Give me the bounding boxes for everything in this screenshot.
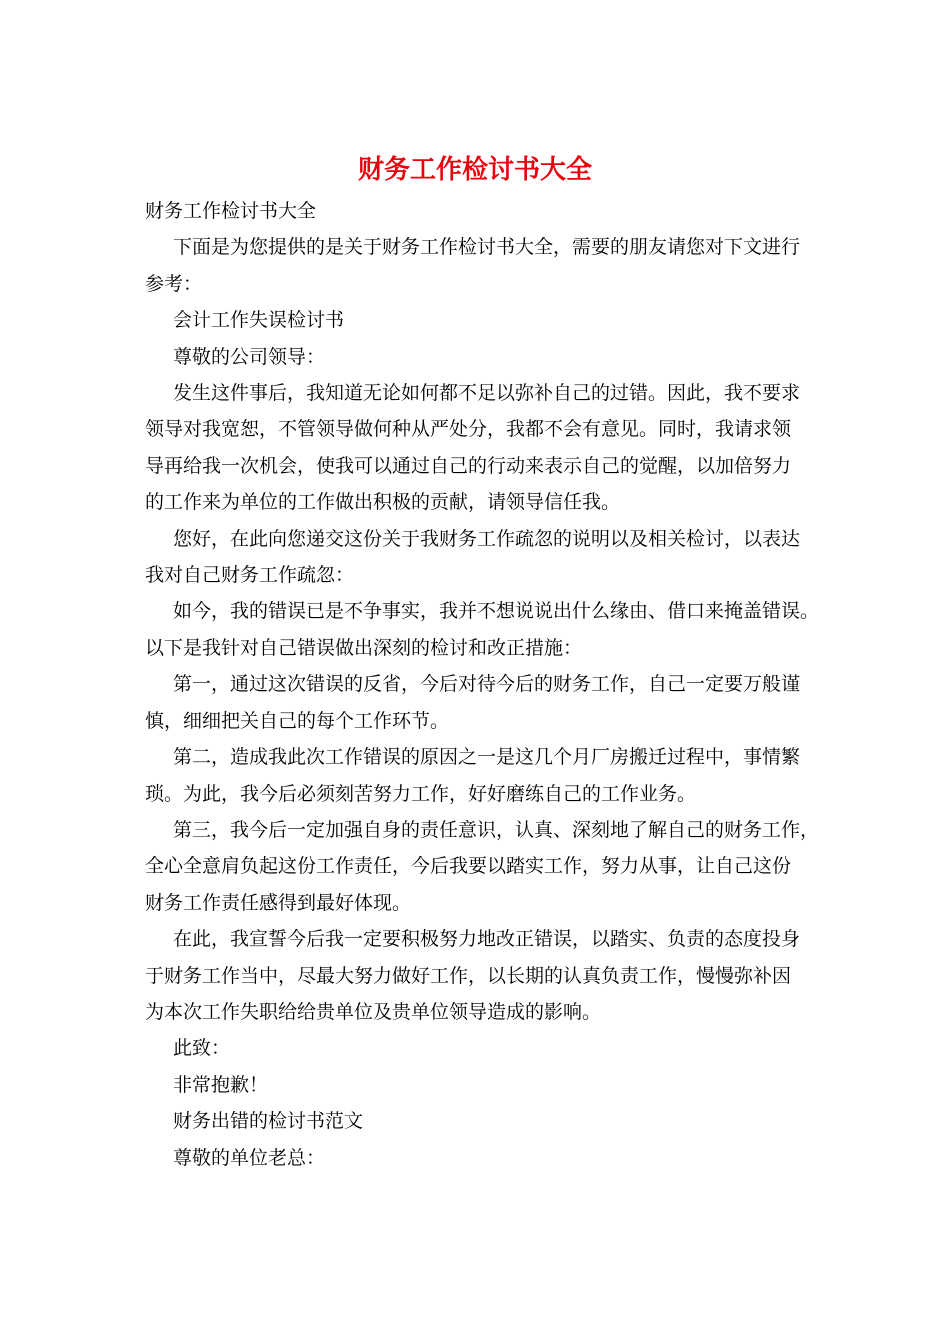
text-line: 非常抱歉！ — [173, 1073, 269, 1096]
document-body — [145, 193, 820, 1176]
text-line: 您好，在此向您递交这份关于我财务工作疏忽的说明以及相关检讨，以表达 — [173, 527, 801, 550]
text-line: 的工作来为单位的工作做出积极的贡献，请领导信任我。 — [145, 491, 621, 514]
text-line: 为本次工作失职给给贵单位及贵单位领导造成的影响。 — [145, 1000, 602, 1023]
text-line: 参考： — [145, 272, 203, 295]
text-line: 全心全意肩负起这份工作责任，今后我要以踏实工作，努力从事，让自己这份 — [145, 855, 792, 878]
text-line: 我对自己财务工作疏忽： — [145, 564, 355, 587]
text-line: 以下是我针对自己错误做出深刻的检讨和改正措施： — [145, 636, 583, 659]
document-title: 财务工作检讨书大全 — [357, 155, 592, 185]
text-line: 尊敬的公司领导： — [173, 345, 326, 368]
text-line: 发生这件事后，我知道无论如何都不足以弥补自己的过错。因此，我不要求 — [173, 382, 801, 405]
text-line: 导再给我一次机会，使我可以通过自己的行动来表示自己的觉醒，以加倍努力 — [145, 454, 792, 477]
text-line: 财务工作检讨书大全 — [145, 200, 317, 222]
text-line: 此致： — [173, 1037, 231, 1060]
text-line: 第一，通过这次错误的反省，今后对待今后的财务工作，自己一定要万般谨 — [173, 673, 801, 696]
document-lines — [145, 193, 820, 1176]
text-line: 领导对我宽恕，不管领导做何种从严处分，我都不会有意见。同时，我请求领 — [145, 418, 792, 441]
text-line: 如今，我的错误已是不争事实，我并不想说说出什么缘由、借口来掩盖错误。 — [173, 600, 820, 623]
text-line: 尊敬的单位老总： — [173, 1146, 326, 1169]
text-line: 会计工作失误检讨书 — [173, 309, 345, 332]
text-line: 第二，造成我此次工作错误的原因之一是这几个月厂房搬迁过程中，事情繁 — [173, 746, 801, 769]
text-line: 财务工作责任感得到最好体现。 — [145, 891, 412, 914]
text-line: 琐。为此，我今后必须刻苦努力工作，好好磨练自己的工作业务。 — [145, 782, 697, 805]
text-line: 第三，我今后一定加强自身的责任意识，认真、深刻地了解自己的财务工作， — [173, 818, 820, 841]
text-line: 在此，我宣誓今后我一定要积极努力地改正错误，以踏实、负责的态度投身 — [173, 928, 801, 951]
text-line: 于财务工作当中，尽最大努力做好工作，以长期的认真负责工作，慢慢弥补因 — [145, 964, 792, 987]
text-line: 财务出错的检讨书范文 — [173, 1110, 364, 1133]
text-line: 慎，细细把关自己的每个工作环节。 — [145, 709, 450, 732]
text-line: 下面是为您提供的是关于财务工作检讨书大全，需要的朋友请您对下文进行 — [173, 236, 801, 259]
